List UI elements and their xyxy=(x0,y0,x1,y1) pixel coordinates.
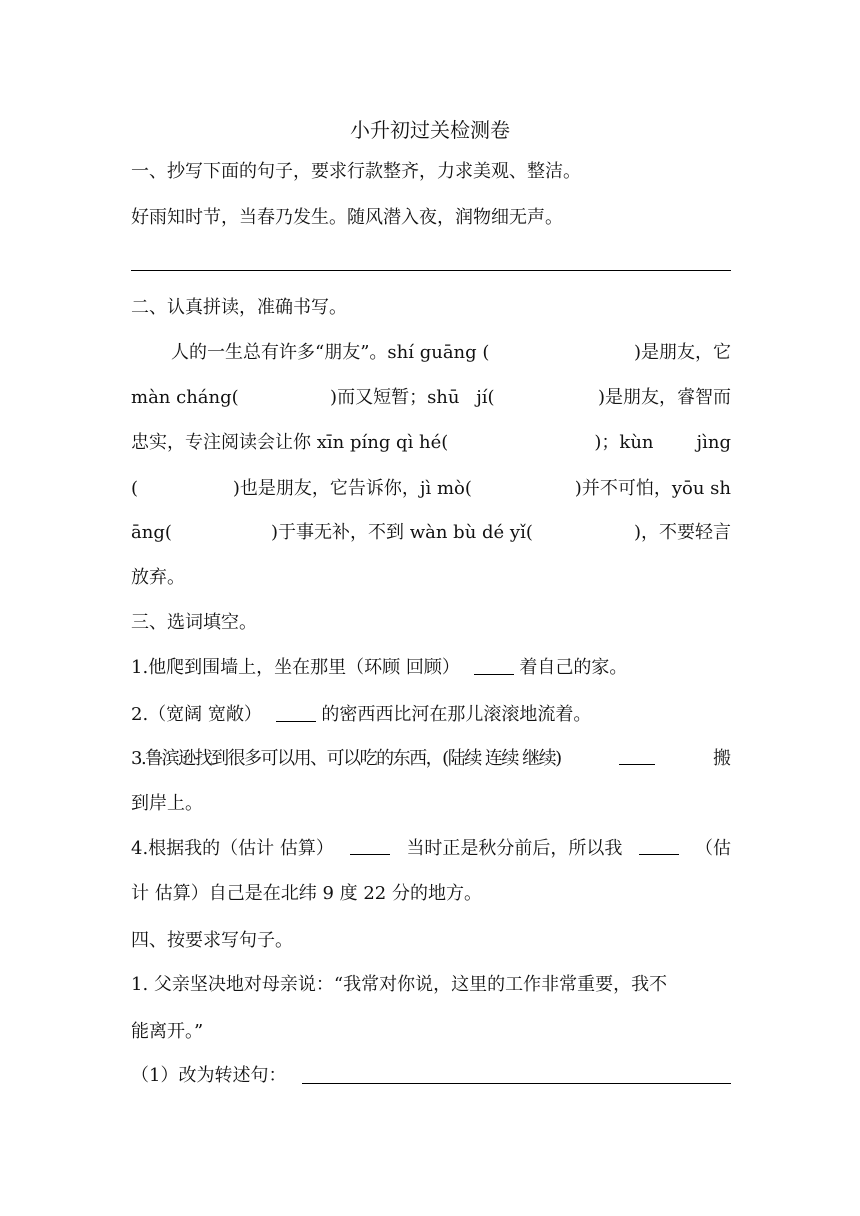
pinyin-text: )并不可怕，yōu sh xyxy=(574,478,731,499)
answer-blank[interactable] xyxy=(491,430,551,456)
question-3-3-cont: 到岸上。 xyxy=(131,793,203,814)
pinyin-text: màn cháng( xyxy=(131,387,239,408)
pinyin-text: )也是朋友，它告诉你，jì mò( xyxy=(232,478,472,499)
poem-line: 好雨知时节，当春乃发生。随风潜入夜，润物细无声。 xyxy=(131,207,563,228)
fill-blank[interactable] xyxy=(639,836,679,855)
question-3-4-cont: 计 估算）自己是在北纬 9 度 22 分的地方。 xyxy=(131,883,482,904)
question-text: 的密西西比河在那儿滚滚地流着。 xyxy=(321,704,592,725)
question-text: 4.根据我的（估计 估算） xyxy=(131,838,334,859)
pinyin-line-4 xyxy=(131,476,731,502)
pinyin-line-3 xyxy=(131,430,731,456)
fill-blank[interactable] xyxy=(276,703,316,722)
answer-blank[interactable] xyxy=(488,476,558,502)
answer-blank[interactable] xyxy=(154,476,216,502)
section1-heading: 一、抄写下面的句子，要求行款整齐，力求美观、整洁。 xyxy=(131,161,581,182)
pinyin-text: jí( xyxy=(476,387,495,408)
pinyin-text: 人的一生总有许多“朋友”。shí guāng ( xyxy=(171,342,490,363)
question-3-2 xyxy=(131,702,731,728)
question-text: 3.鲁滨逊找到很多可以用、可以吃的东西，(陆续 连续 继续) xyxy=(131,748,561,769)
answer-blank[interactable] xyxy=(192,520,250,546)
pinyin-line-5 xyxy=(131,520,731,546)
question-text: 当时正是秋分前后，所以我 xyxy=(406,838,623,859)
pinyin-text: ( xyxy=(131,478,139,499)
question-3-1 xyxy=(131,655,731,681)
question-text: （估 xyxy=(694,838,731,859)
copy-answer-line[interactable] xyxy=(131,270,731,271)
pinyin-text: )，不要轻言 xyxy=(633,522,731,543)
answer-blank[interactable] xyxy=(553,520,613,546)
question-4-1-cont: 能离开。” xyxy=(131,1021,204,1042)
pinyin-line-1 xyxy=(131,340,731,366)
question-text: 1.他爬到围墙上，坐在那里（环顾 回顾） xyxy=(131,657,460,678)
answer-blank[interactable] xyxy=(527,340,597,366)
pinyin-text: )是朋友，它 xyxy=(633,342,731,363)
page-title: 小升初过关检测卷 xyxy=(350,118,510,142)
answer-line[interactable] xyxy=(302,1083,731,1084)
answer-blank[interactable] xyxy=(255,385,313,411)
question-4-1: 1. 父亲坚决地对母亲说：“我常对你说，这里的工作非常重要，我不 xyxy=(131,974,668,995)
question-3-3 xyxy=(131,746,731,772)
section2-heading: 二、认真拼读，准确书写。 xyxy=(131,297,347,318)
pinyin-text: )于事无补，不到 wàn bù dé yǐ( xyxy=(270,522,533,543)
pinyin-line-6: 放弃。 xyxy=(131,567,185,588)
question-3-4 xyxy=(131,836,731,862)
pinyin-text: jìng xyxy=(696,432,731,453)
pinyin-text: )而又短暂；shū xyxy=(330,387,460,408)
question-4-1-sub1 xyxy=(131,1063,731,1089)
question-text: 2.（宽阔 宽敞） xyxy=(131,704,262,725)
answer-blank[interactable] xyxy=(511,385,581,411)
fill-blank[interactable] xyxy=(474,656,514,675)
question-text: 着自己的家。 xyxy=(519,657,628,678)
pinyin-text: )；kùn xyxy=(594,432,654,453)
section4-heading: 四、按要求写句子。 xyxy=(131,930,293,951)
sub-question-label: （1）改为转述句： xyxy=(131,1065,287,1086)
fill-blank[interactable] xyxy=(350,836,390,855)
pinyin-text: āng( xyxy=(131,522,172,543)
pinyin-line-2 xyxy=(131,385,731,411)
question-text: 搬 xyxy=(712,748,731,769)
fill-blank[interactable] xyxy=(619,746,655,765)
pinyin-text: )是朋友，睿智而 xyxy=(597,387,731,408)
pinyin-text: 忠实，专注阅读会让你 xīn píng qì hé( xyxy=(131,432,449,453)
section3-heading: 三、选词填空。 xyxy=(131,612,257,633)
